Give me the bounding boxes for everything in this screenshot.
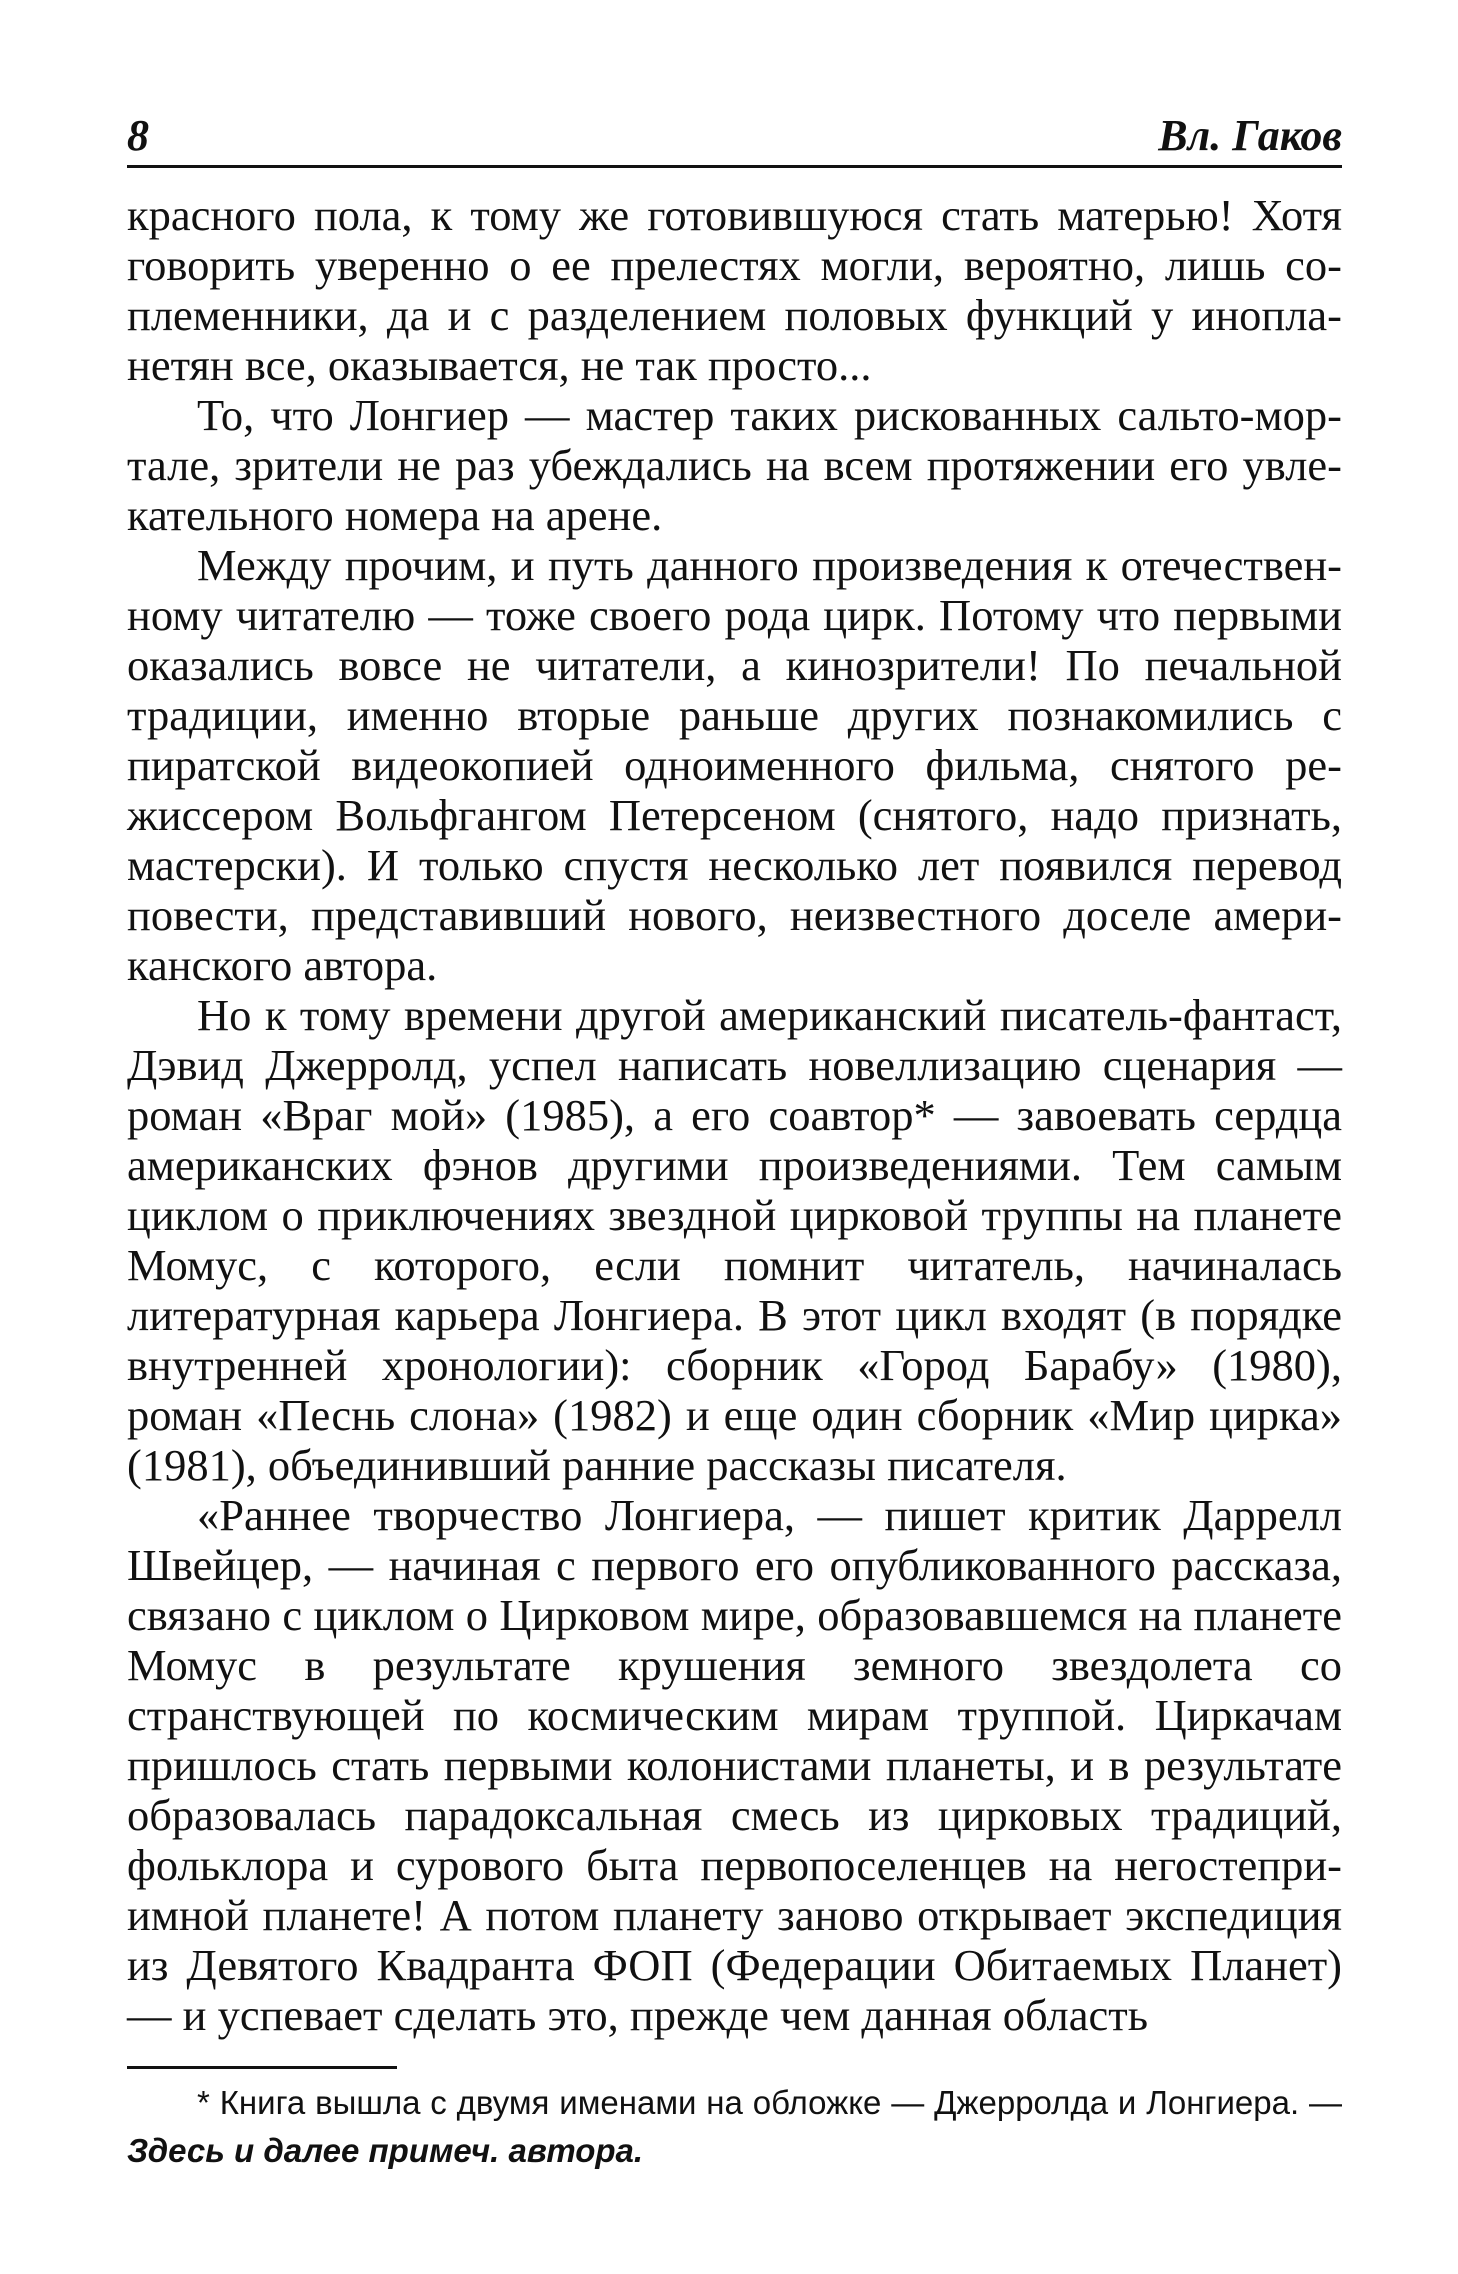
footnote-italic-note: Здесь и далее примеч. автора.: [127, 2132, 644, 2169]
running-head-author: Вл. Гаков: [1158, 111, 1342, 160]
footnote-divider: [127, 2066, 397, 2069]
page-number: 8: [127, 111, 149, 160]
paragraph: То, что Лонгиер — мастер таких рискованных сальто-мортале, зрители не раз убеждались на всем протяжении его увлекательного номера на арене.: [127, 390, 1342, 540]
body-text: [127, 190, 1342, 2040]
book-page: [127, 105, 1342, 2175]
paragraph: Но к тому времени другой американский писатель-фантаст, Дэвид Джерролд, успел написать новеллизацию сценария — роман «Враг мой» (1985), а его соавтор* — завоевать сердца американских фэнов другими произведениями. Тем самым циклом о приключениях звездной цирковой труппы на планете Момус, с которого, если помнит читатель, начиналась литературная карьера Лонгиера. В этот цикл входят (в порядке внутренней хронологии): сборник «Город Барабу» (1980), роман «Песнь слона» (1982) и еще один сборник «Мир цирка» (1981), объединивший ранние рассказы писателя.: [127, 990, 1342, 1490]
paragraph: красного пола, к тому же готовившуюся стать матерью! Хотя говорить уверенно о ее прелестях могли, вероятно, лишь соплеменники, да и с разделением половых функций у инопланетян все, оказывается, не так просто...: [127, 190, 1342, 390]
footnote-text: * Книга вышла с двумя именами на обложке — Джерролда и Лонгиера. —: [197, 2084, 1342, 2121]
paragraph: «Раннее творчество Лонгиера, — пишет критик Даррелл Швейцер, — начиная с первого его опубликованного рассказа, связано с циклом о Цирковом мире, образовавшемся на планете Момус в результате крушения земного звездолета со странствующей по космическим мирам труппой. Циркачам пришлось стать первыми колонистами планеты, и в результате образовалась парадоксальная смесь из цирковых традиций, фольклора и сурового быта первопоселенцев на негостеприимной планете! А потом планету заново открывает экспедиция из Девятого Квадранта ФОП (Федерации Обитаемых Планет) — и успевает сделать это, прежде чем данная область: [127, 1490, 1342, 2040]
footnote: [127, 2079, 1342, 2175]
running-head: [127, 105, 1342, 168]
paragraph: Между прочим, и путь данного произведения к отечественному читателю — тоже своего рода цирк. Потому что первыми оказались вовсе не читатели, а кинозрители! По печальной традиции, именно вторые раньше других познакомились с пиратской видеокопией одноименного фильма, снятого режиссером Вольфгангом Петерсеном (снятого, надо признать, мастерски). И только спустя несколько лет появился перевод повести, представивший нового, неизвестного доселе американского автора.: [127, 540, 1342, 990]
